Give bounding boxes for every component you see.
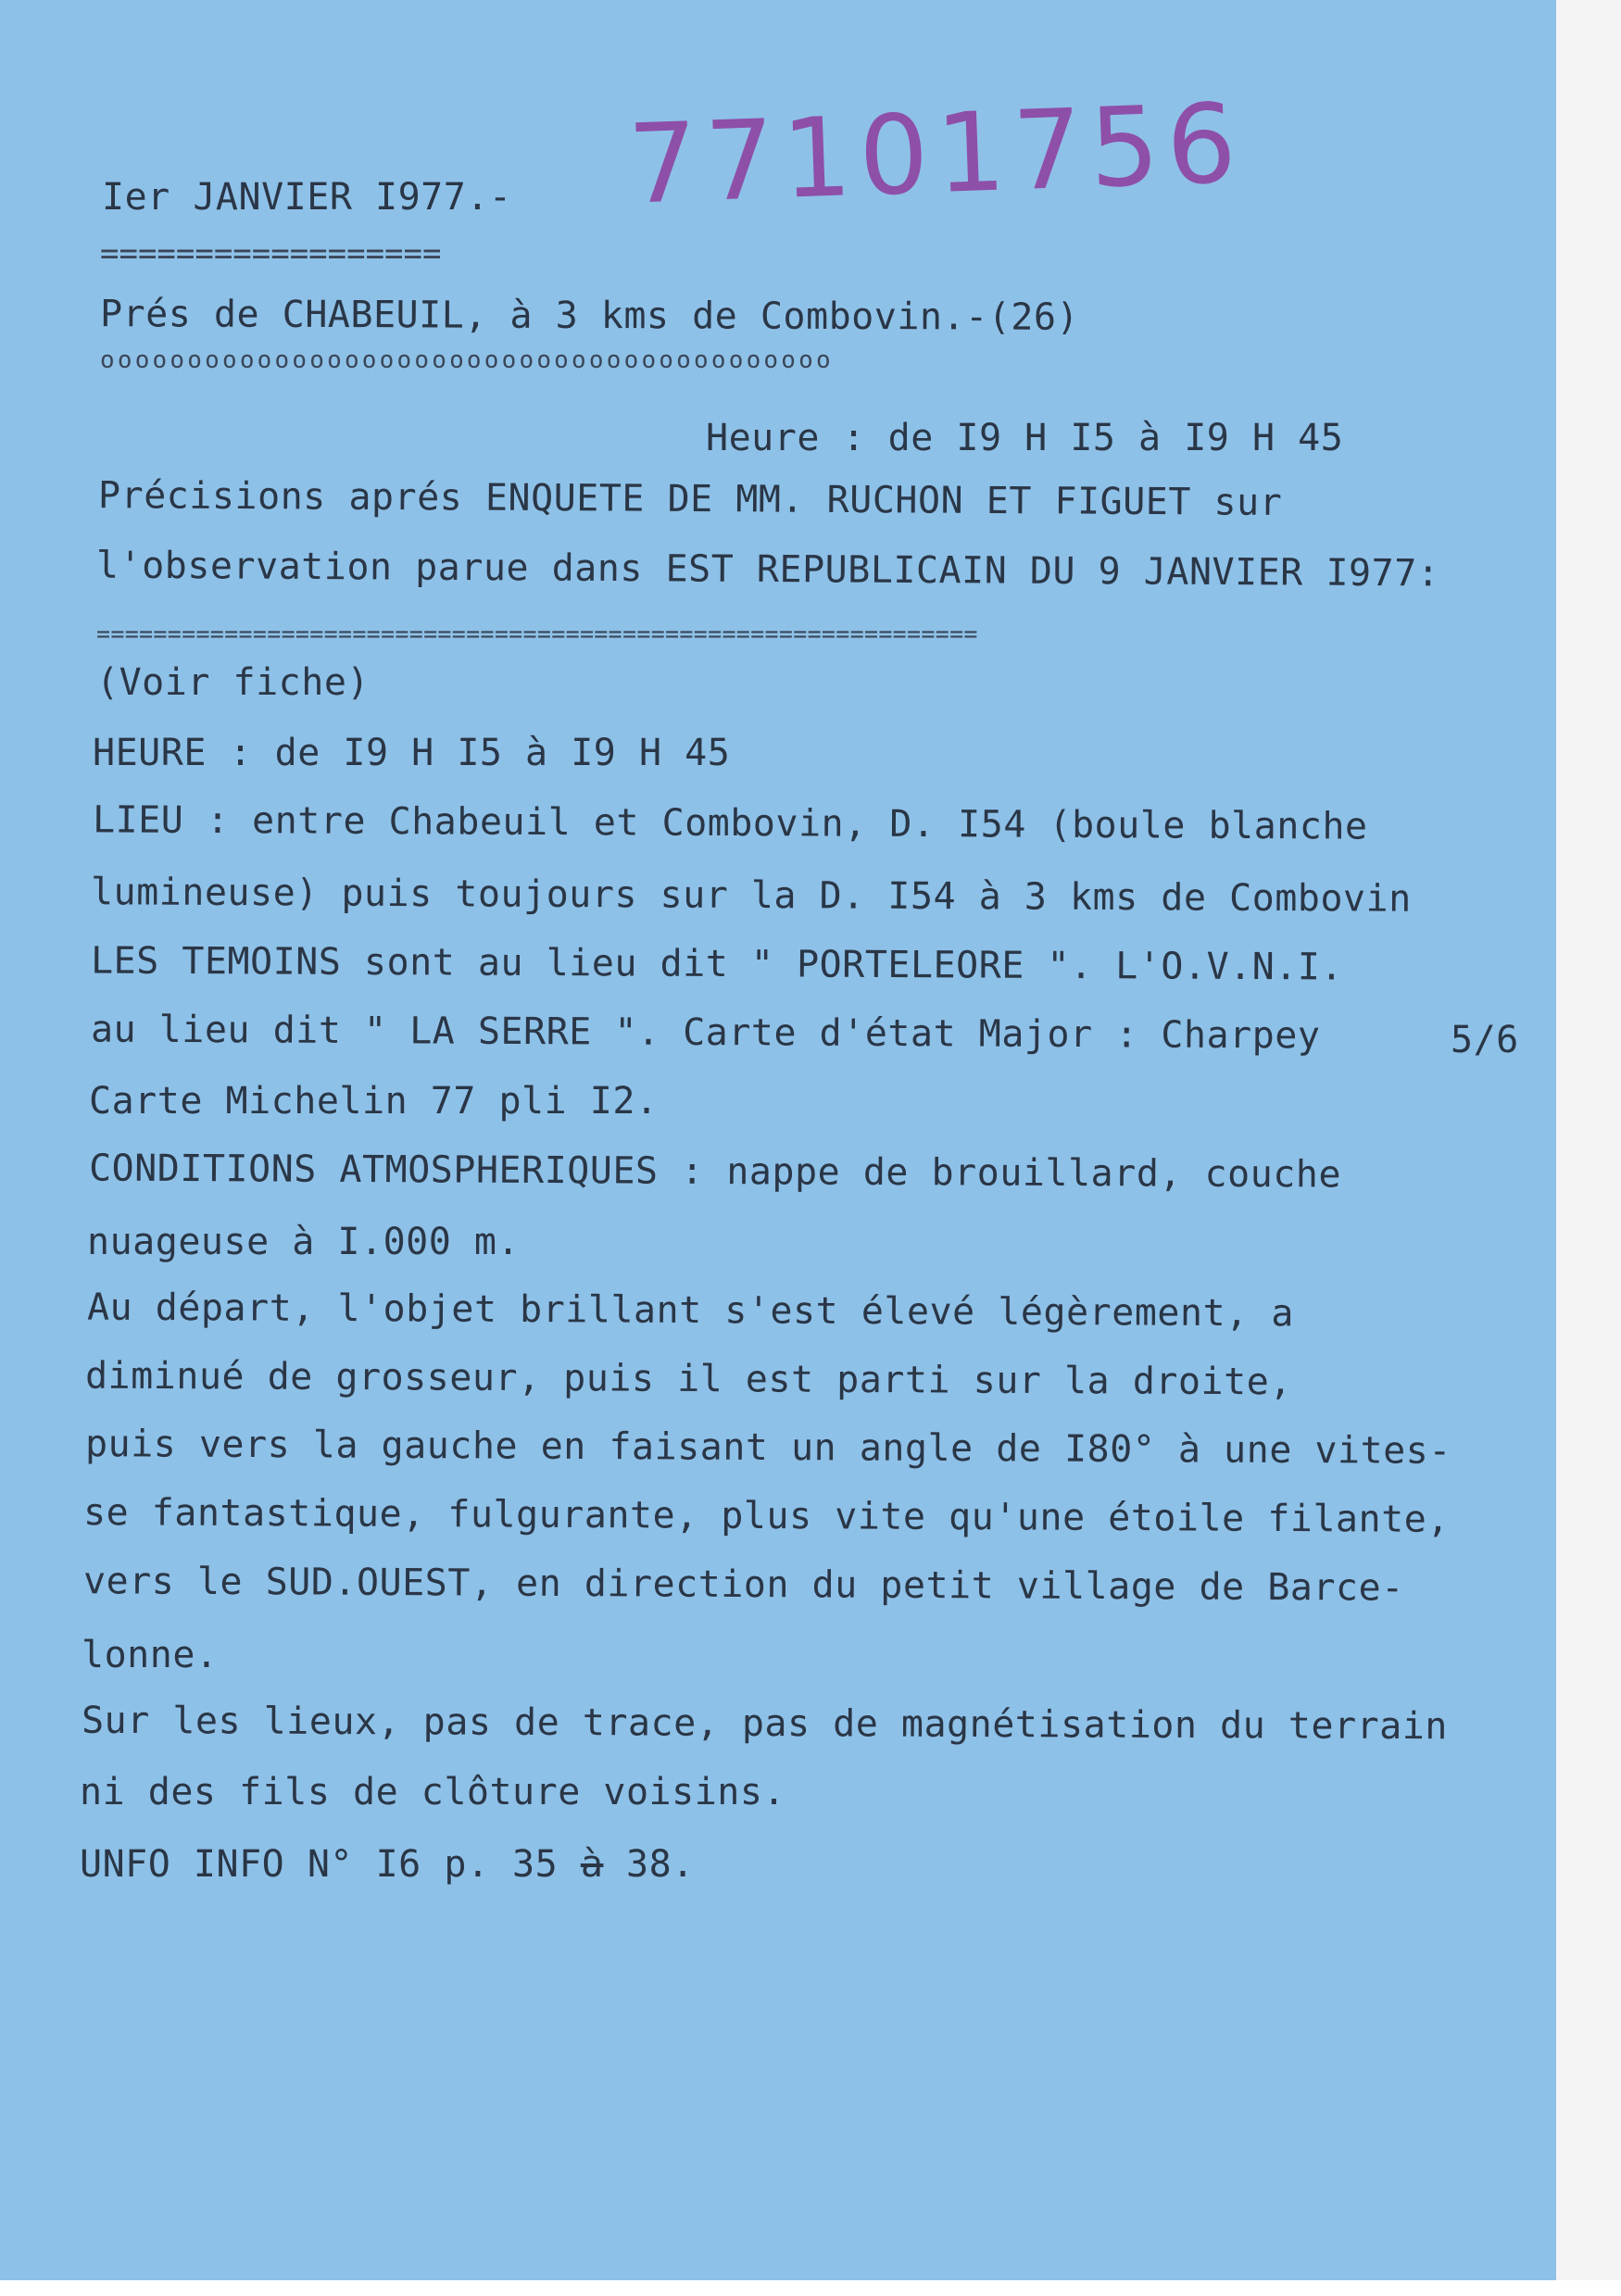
- stamp-number: 77101756: [625, 79, 1246, 229]
- scan-margin-right: [1556, 0, 1621, 2296]
- temoins-line: LES TEMOINS sont au lieu dit " PORTELEORE ". L'O.V.N.I.: [90, 939, 1344, 989]
- lieu-line-2: lumineuse) puis toujours sur la D. I54 à 3 kms de Combovin: [90, 871, 1412, 921]
- header-place: Prés de CHABEUIL, à 3 kms de Combovin.-(26): [99, 293, 1080, 339]
- serre-line: au lieu dit " LA SERRE ". Carte d'état Major : Charpey: [90, 1008, 1321, 1058]
- lieux-line-2: ni des fils de clôture voisins.: [80, 1771, 786, 1813]
- conditions-line-1: CONDITIONS ATMOSPHERIQUES : nappe de brouillard, couche: [88, 1147, 1342, 1197]
- depart-line-5: vers le SUD.OUEST, en direction du petit village de Barce-: [82, 1560, 1404, 1610]
- depart-line-6: lonne.: [82, 1634, 219, 1676]
- reference-page-end: 38.: [626, 1843, 695, 1886]
- intro-divider: ==============================================================: [96, 621, 978, 647]
- depart-line-2: diminué de grosseur, puis il est parti sur la droite,: [84, 1354, 1292, 1404]
- scan-margin-bottom: [0, 2280, 1621, 2296]
- depart-line-1: Au départ, l'objet brillant s'est élevé légèrement, a: [86, 1286, 1294, 1336]
- intro-line-1: Précisions aprés ENQUETE DE MM. RUCHON ET FIGUET sur: [97, 474, 1283, 524]
- intro-line-2: l'observation parue dans EST REPUBLICAIN DU 9 JANVIER I977:: [95, 544, 1440, 596]
- place-underline: oooooooooooooooooooooooooooooooooooooooooo: [100, 346, 834, 374]
- header-date: Ier JANVIER I977.-: [102, 176, 512, 219]
- conditions-line-2: nuageuse à I.000 m.: [87, 1221, 521, 1263]
- reference-line: [80, 1843, 695, 1886]
- michelin-line: Carte Michelin 77 pli I2.: [89, 1080, 659, 1123]
- date-underline: ==================: [100, 235, 442, 272]
- header-hour: Heure : de I9 H I5 à I9 H 45: [706, 417, 1344, 459]
- lieu-line-1: LIEU : entre Chabeuil et Combovin, D. I54 (boule blanche: [92, 798, 1368, 848]
- struck-out-text: à: [580, 1843, 604, 1886]
- reference-text: UNFO INFO N° I6 p. 35: [80, 1843, 559, 1886]
- lieux-line-1: Sur les lieux, pas de trace, pas de magnétisation du terrain: [81, 1699, 1449, 1749]
- serre-line-fraction: 5/6: [1451, 1019, 1519, 1061]
- depart-line-3: puis vers la gauche en faisant un angle de I80° à une vites-: [84, 1423, 1452, 1473]
- voir-fiche: (Voir fiche): [96, 661, 370, 704]
- heure-line: HEURE : de I9 H I5 à I9 H 45: [93, 732, 731, 774]
- depart-line-4: se fantastique, fulgurante, plus vite qu'une étoile filante,: [82, 1491, 1451, 1541]
